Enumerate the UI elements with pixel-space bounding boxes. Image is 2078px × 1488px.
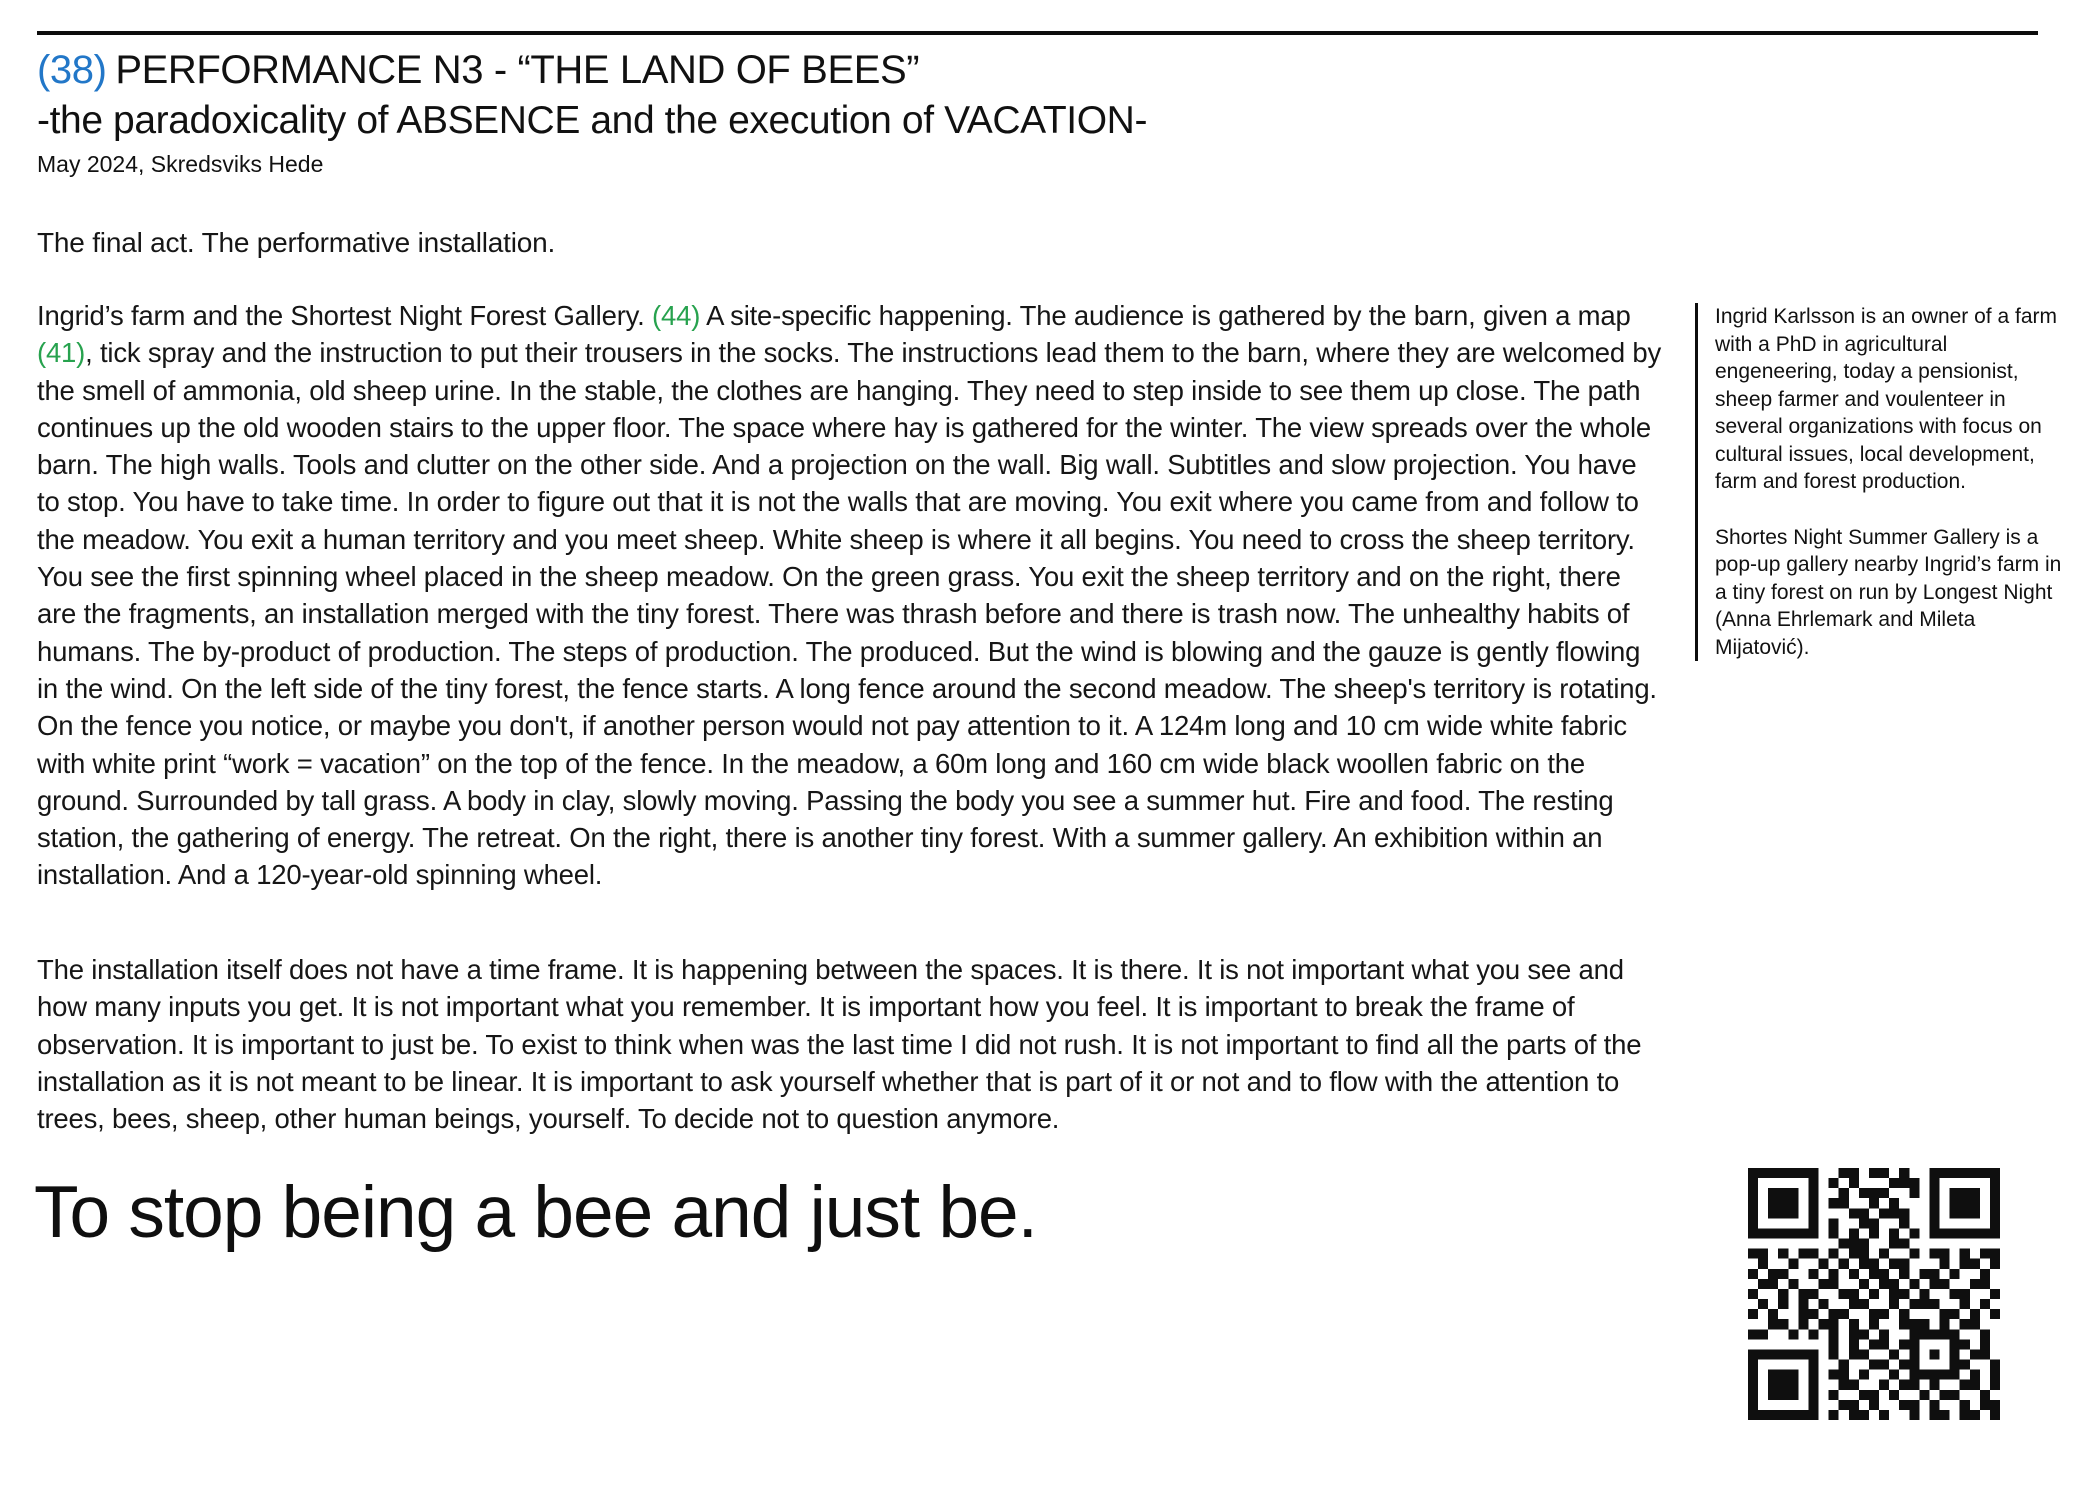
lead-paragraph: The final act. The performative installation. — [37, 227, 556, 258]
ref-44: (44) — [652, 300, 701, 331]
p1-segment-1: Ingrid’s farm and the Shortest Night Forest Gallery. — [37, 300, 653, 331]
p1-segment-2: A site-specific happening. The audience is gathered by the barn, given a map — [700, 300, 1631, 331]
title-number: (38) — [37, 48, 107, 92]
title-text: PERFORMANCE N3 - “THE LAND OF BEES” — [115, 48, 920, 92]
closing-statement: To stop being a bee and just be. — [34, 1172, 1037, 1253]
main-paragraph-1 — [37, 297, 1662, 894]
sidebar-paragraph-bio: Ingrid Karlsson is an owner of a farm with a PhD in agricultural engeneering, today a pensionist, sheep farmer and voulenteer in several organizations with focus on cultural issues, local development, farm and forest production. — [1715, 305, 2057, 493]
dateline: May 2024, Skredsviks Hede — [37, 151, 324, 177]
qr-code — [1748, 1168, 2000, 1420]
header — [37, 46, 1637, 178]
page-subtitle: -the paradoxicality of ABSENCE and the execution of VACATION- — [37, 99, 1148, 142]
sidebar-paragraph-gallery: Shortes Night Summer Gallery is a pop-up gallery nearby Ingrid’s farm in a tiny forest on run by Longest Night (Anna Ehrlemark and Mileta Mijatović). — [1715, 525, 2062, 659]
sidebar — [1695, 303, 2067, 661]
main-paragraph-2: The installation itself does not have a time frame. It is happening between the spaces. It is there. It is not important what you see and how many inputs you get. It is not important what you remember. It is important how you feel. It is important to break the frame of observation. It is important to just be. To exist to think when was the last time I did not rush. It is not important to find all the parts of the installation as it is not meant to be linear. It is important to ask yourself whether that is part of it or not and to flow with the attention to trees, bees, sheep, other human beings, yourself. To decide not to question anymore. — [37, 954, 1642, 1135]
p1-segment-3: , tick spray and the instruction to put their trousers in the socks. The instructions lead them to the barn, where they are welcomed by the smell of ammonia, old sheep urine. In the stable, the clothes are hanging. They need to step inside to see them up close. The path continues up the old wooden stairs to the upper floor. The space where hay is gathered for the winter. The view spreads over the whole barn. The high walls. Tools and clutter on the other side. And a projection on the wall. Big wall. Subtitles and slow projection. You have to stop. You have to take time. In order to figure out that it is not the walls that are moving. You exit where you came from and follow to the meadow. You exit a human territory and you meet sheep. White sheep is where it all begins. You need to cross the sheep territory. You see the first spinning wheel placed in the sheep meadow. On the green grass. You exit the sheep territory and on the right, there are the fragments, an installation merged with the tiny forest. There was thrash before and there is trash now. The unhealthy habits of humans. The by-product of production. The steps of production. The produced. But the wind is blowing and the gauze is gently flowing in the wind. On the left side of the tiny forest, the fence starts. A long fence around the second meadow. The sheep's territory is rotating. On the fence you notice, or maybe you don't, if another person would not pay attention to it. A 124m long and 10 cm wide white fabric with white print “work = vacation” on the top of the fence. In the meadow, a 60m long and 160 cm wide black woollen fabric on the ground. Surrounded by tall grass. A body in clay, slowly moving. Passing the body you see a summer hut. Fire and food. The resting station, the gathering of energy. The retreat. On the right, there is another tiny forest. With a summer gallery. An exhibition within an installation. And a 120-year-old spinning wheel. — [37, 337, 1662, 891]
top-rule — [37, 31, 2038, 35]
page-title — [37, 46, 1637, 94]
ref-41: (41) — [37, 337, 86, 369]
